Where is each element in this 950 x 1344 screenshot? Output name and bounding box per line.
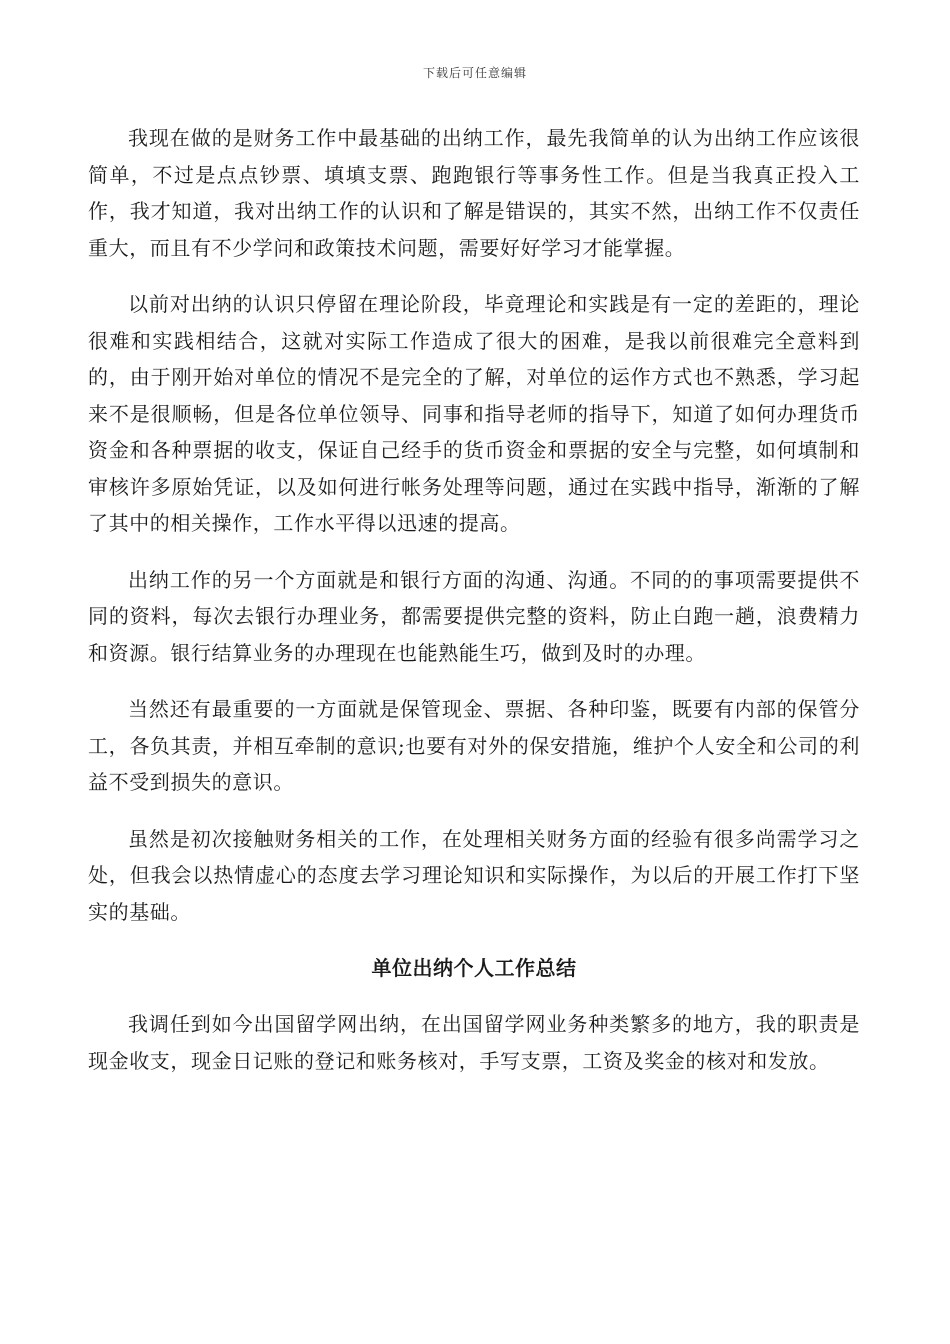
paragraph-3: 出纳工作的另一个方面就是和银行方面的沟通、沟通。不同的的事项需要提供不同的资料，每次去银行办理业务，都需要提供完整的资料，防止白跑一趟，浪费精力和资源。银行结算业务的办理现在也能熟能生巧，做到及时的办理。	[88, 567, 860, 665]
paragraph-2: 以前对出纳的认识只停留在理论阶段，毕竟理论和实践是有一定的差距的，理论很难和实践相结合，这就对实际工作造成了很大的困难，是我以前很难完全意料到的，由于刚开始对单位的情况不是完全的了解，对单位的运作方式也不熟悉，学习起来不是很顺畅，但是各位单位领导、同事和指导老师的指导下，知道了如何办理货币资金和各种票据的收支，保证自己经手的货币资金和票据的安全与完整，如何填制和审核许多原始凭证，以及如何进行帐务处理等问题，通过在实践中指导，渐渐的了解了其中的相关操作，工作水平得以迅速的提高。	[88, 292, 860, 535]
paragraph-4: 当然还有最重要的一方面就是保管现金、票据、各种印鉴，既要有内部的保管分工，各负其责，并相互牵制的意识;也要有对外的保安措施，维护个人安全和公司的利益不受到损失的意识。	[88, 697, 860, 794]
section-paragraph-1: 我调任到如今出国留学网出纳，在出国留学网业务种类繁多的地方，我的职责是现金收支，现金日记账的登记和账务核对，手写支票，工资及奖金的核对和发放。	[88, 1012, 860, 1073]
page-header-note: 下载后可任意编辑	[422, 66, 527, 80]
section-title: 单位出纳个人工作总结	[371, 956, 577, 980]
document-body	[88, 120, 860, 1099]
paragraph-1: 我现在做的是财务工作中最基础的出纳工作，最先我简单的认为出纳工作应该很简单，不过是点点钞票、填填支票、跑跑银行等事务性工作。但是当我真正投入工作，我才知道，我对出纳工作的认识和了解是错误的，其实不然，出纳工作不仅责任重大，而且有不少学问和政策技术问题，需要好好学习才能掌握。	[88, 126, 860, 260]
paragraph-5: 虽然是初次接触财务相关的工作，在处理相关财务方面的经验有很多尚需学习之处，但我会以热情虚心的态度去学习理论知识和实际操作，为以后的开展工作打下坚实的基础。	[88, 826, 860, 924]
